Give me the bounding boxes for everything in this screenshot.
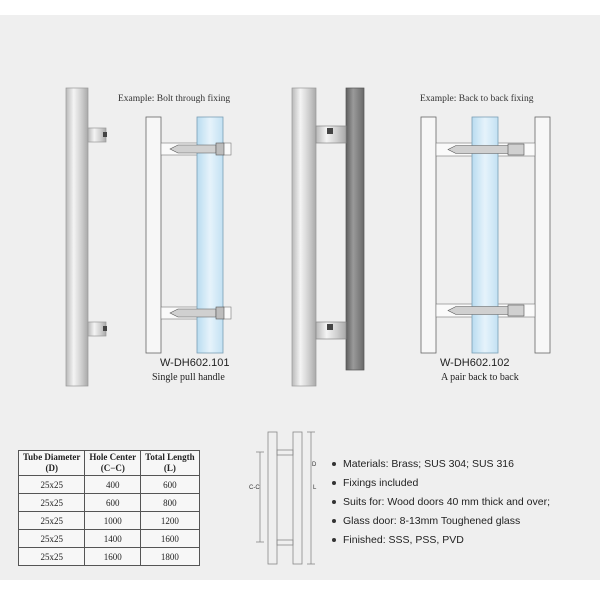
- dimension-label-cc: C-C: [249, 485, 260, 491]
- table-header-row: [19, 451, 200, 476]
- bullet-icon: [332, 538, 336, 542]
- pair-handle-drawing: [292, 88, 364, 386]
- list-item: Suits for: Wood doors 40 mm thick and over;: [332, 493, 550, 512]
- list-item: Materials: Brass; SUS 304; SUS 316: [332, 455, 550, 474]
- header-total-length: Total Length (L): [141, 451, 199, 476]
- table-row: 25x25 600 800: [19, 494, 200, 512]
- dimension-sketch: [256, 432, 315, 564]
- feature-list: [332, 455, 550, 550]
- table-row: 25x25 1400 1600: [19, 530, 200, 548]
- list-item: Finished: SSS, PSS, PVD: [332, 531, 550, 550]
- spec-table: [18, 450, 200, 566]
- bullet-icon: [332, 462, 336, 466]
- example-2-caption: Example: Back to back fixing: [420, 94, 534, 104]
- table-row: 25x25 1000 1200: [19, 512, 200, 530]
- list-item: Fixings included: [332, 474, 550, 493]
- bullet-icon: [332, 500, 336, 504]
- bolt-through-fixing-drawing: [146, 117, 231, 353]
- header-hole-center: Hole Center (C−C): [85, 451, 141, 476]
- single-pull-handle-drawing: [66, 88, 107, 386]
- example-1-caption: Example: Bolt through fixing: [118, 94, 231, 104]
- model-2-number: W-DH602.102: [440, 357, 510, 369]
- model-1-number: W-DH602.101: [160, 357, 230, 369]
- model-1-subtitle: Single pull handle: [152, 372, 225, 383]
- table-row: 25x25 400 600: [19, 476, 200, 494]
- bullet-icon: [332, 519, 336, 523]
- back-to-back-fixing-drawing: [421, 117, 550, 353]
- model-2-subtitle: A pair back to back: [441, 372, 519, 383]
- header-tube-diameter: Tube Diameter (D): [19, 451, 85, 476]
- dimension-label-d: D: [312, 462, 317, 468]
- dimension-label-l: L: [313, 485, 317, 491]
- list-item: Glass door: 8-13mm Toughened glass: [332, 512, 550, 531]
- bullet-icon: [332, 481, 336, 485]
- table-row: 25x25 1600 1800: [19, 548, 200, 566]
